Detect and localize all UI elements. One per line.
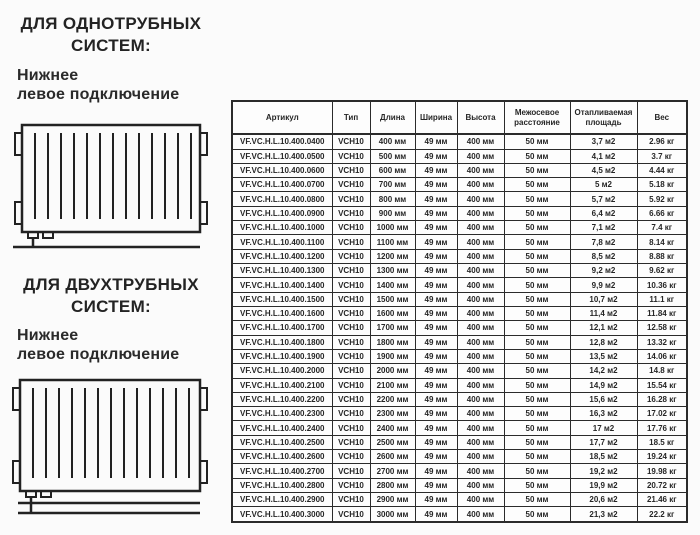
- table-header-row: [232, 101, 687, 134]
- table-cell: 49 мм: [415, 392, 457, 406]
- table-row: [232, 378, 687, 392]
- table-cell: 1600 мм: [370, 306, 415, 320]
- table-cell: 400 мм: [457, 392, 504, 406]
- table-cell: 4,1 м2: [570, 149, 637, 163]
- table-cell: 49 мм: [415, 221, 457, 235]
- table-cell: 2200 мм: [370, 392, 415, 406]
- table-cell: 50 мм: [504, 192, 570, 206]
- radiator-diagram-single-pipe: [8, 116, 218, 261]
- table-cell: 49 мм: [415, 435, 457, 449]
- table-cell: 50 мм: [504, 349, 570, 363]
- header-cell: Отапливаемая площадь: [570, 101, 637, 134]
- table-row: [232, 421, 687, 435]
- table-cell: 17,7 м2: [570, 435, 637, 449]
- table-cell: 14.06 кг: [637, 349, 687, 363]
- table-cell: 49 мм: [415, 278, 457, 292]
- table-cell: 400 мм: [457, 163, 504, 177]
- table-cell: 400 мм: [457, 134, 504, 149]
- table-cell: 11.84 кг: [637, 306, 687, 320]
- table-row: [232, 178, 687, 192]
- table-cell: 3,7 м2: [570, 134, 637, 149]
- table-cell: VF.VC.H.L.10.400.2000: [232, 364, 332, 378]
- table-cell: 16.28 кг: [637, 392, 687, 406]
- table-cell: 19,2 м2: [570, 464, 637, 478]
- table-cell: 1400 мм: [370, 278, 415, 292]
- table-cell: VF.VC.H.L.10.400.2600: [232, 450, 332, 464]
- table-cell: 400 мм: [457, 364, 504, 378]
- subheading-line: левое подключение: [17, 346, 180, 363]
- heading-line: СИСТЕМ:: [71, 297, 151, 316]
- header-cell: Межосевое расстояние: [504, 101, 570, 134]
- table-cell: 9.62 кг: [637, 264, 687, 278]
- subheading-line: Нижнее: [17, 67, 79, 84]
- table-cell: VCH10: [332, 464, 370, 478]
- table-cell: 700 мм: [370, 178, 415, 192]
- table-cell: 50 мм: [504, 493, 570, 507]
- table-cell: VCH10: [332, 378, 370, 392]
- subheading-line: левое подключение: [17, 86, 180, 103]
- table-cell: 50 мм: [504, 249, 570, 263]
- table-cell: VF.VC.H.L.10.400.3000: [232, 507, 332, 522]
- table-cell: 19.24 кг: [637, 450, 687, 464]
- table-cell: 7,1 м2: [570, 221, 637, 235]
- table-cell: VF.VC.H.L.10.400.1800: [232, 335, 332, 349]
- table-row: [232, 149, 687, 163]
- table-cell: 49 мм: [415, 163, 457, 177]
- table-cell: 49 мм: [415, 321, 457, 335]
- table-cell: 5,7 м2: [570, 192, 637, 206]
- table-cell: 2800 мм: [370, 478, 415, 492]
- table-cell: 49 мм: [415, 306, 457, 320]
- table-row: [232, 192, 687, 206]
- table-cell: 50 мм: [504, 478, 570, 492]
- table-cell: 500 мм: [370, 149, 415, 163]
- table-cell: 1500 мм: [370, 292, 415, 306]
- table-cell: 9,9 м2: [570, 278, 637, 292]
- table-cell: 400 мм: [457, 321, 504, 335]
- table-cell: VCH10: [332, 435, 370, 449]
- table-cell: 17.02 кг: [637, 407, 687, 421]
- table-cell: 50 мм: [504, 206, 570, 220]
- table-cell: VF.VC.H.L.10.400.2100: [232, 378, 332, 392]
- table-cell: VCH10: [332, 149, 370, 163]
- table-row: [232, 134, 687, 149]
- table-cell: 50 мм: [504, 149, 570, 163]
- table-row: [232, 349, 687, 363]
- single-pipe-subheading: [17, 66, 217, 104]
- table-cell: VF.VC.H.L.10.400.0700: [232, 178, 332, 192]
- table-cell: 49 мм: [415, 134, 457, 149]
- single-supply-pipe: [13, 238, 200, 247]
- table-cell: VCH10: [332, 321, 370, 335]
- table-cell: 49 мм: [415, 335, 457, 349]
- table-cell: 50 мм: [504, 364, 570, 378]
- table-cell: 49 мм: [415, 264, 457, 278]
- table-cell: 400 мм: [457, 149, 504, 163]
- table-cell: 400 мм: [457, 306, 504, 320]
- table-cell: 2400 мм: [370, 421, 415, 435]
- table-cell: 50 мм: [504, 435, 570, 449]
- table-cell: 50 мм: [504, 507, 570, 522]
- table-cell: 49 мм: [415, 478, 457, 492]
- table-cell: 2900 мм: [370, 493, 415, 507]
- table-cell: 400 мм: [457, 378, 504, 392]
- table-row: [232, 507, 687, 522]
- table-cell: 400 мм: [457, 221, 504, 235]
- table-cell: 7.4 кг: [637, 221, 687, 235]
- heading-line: ДЛЯ ДВУХТРУБНЫХ: [23, 275, 199, 294]
- two-pipe-heading: [8, 274, 214, 318]
- table-cell: VCH10: [332, 507, 370, 522]
- table-cell: 50 мм: [504, 163, 570, 177]
- table-cell: 400 мм: [457, 206, 504, 220]
- table-cell: 49 мм: [415, 292, 457, 306]
- table-cell: 400 мм: [457, 192, 504, 206]
- table-cell: 9,2 м2: [570, 264, 637, 278]
- table-cell: 400 мм: [370, 134, 415, 149]
- table-cell: 49 мм: [415, 178, 457, 192]
- table-cell: 400 мм: [457, 235, 504, 249]
- table-cell: 49 мм: [415, 349, 457, 363]
- table-cell: VF.VC.H.L.10.400.1100: [232, 235, 332, 249]
- table-cell: VF.VC.H.L.10.400.2900: [232, 493, 332, 507]
- table-cell: VCH10: [332, 221, 370, 235]
- table-cell: 50 мм: [504, 378, 570, 392]
- table-cell: 18,5 м2: [570, 450, 637, 464]
- header-cell: Ширина: [415, 101, 457, 134]
- table-cell: VCH10: [332, 421, 370, 435]
- table-row: [232, 464, 687, 478]
- table-cell: 400 мм: [457, 249, 504, 263]
- table-cell: VF.VC.H.L.10.400.2800: [232, 478, 332, 492]
- table-cell: 2500 мм: [370, 435, 415, 449]
- table-cell: 400 мм: [457, 407, 504, 421]
- table-cell: 50 мм: [504, 278, 570, 292]
- table-cell: 10.36 кг: [637, 278, 687, 292]
- table-row: [232, 221, 687, 235]
- table-row: [232, 321, 687, 335]
- table-cell: 12,1 м2: [570, 321, 637, 335]
- table-cell: 50 мм: [504, 306, 570, 320]
- table-cell: VF.VC.H.L.10.400.2400: [232, 421, 332, 435]
- table-cell: VCH10: [332, 349, 370, 363]
- table-cell: 5.18 кг: [637, 178, 687, 192]
- table-cell: 400 мм: [457, 335, 504, 349]
- table-cell: VCH10: [332, 278, 370, 292]
- table-cell: 13.32 кг: [637, 335, 687, 349]
- table-cell: 2700 мм: [370, 464, 415, 478]
- table-cell: 22.2 кг: [637, 507, 687, 522]
- table-cell: 600 мм: [370, 163, 415, 177]
- table-cell: VF.VC.H.L.10.400.1700: [232, 321, 332, 335]
- table-cell: 6,4 м2: [570, 206, 637, 220]
- table-row: [232, 478, 687, 492]
- table-cell: 2100 мм: [370, 378, 415, 392]
- table-cell: 5.92 кг: [637, 192, 687, 206]
- two-supply-pipes: [18, 497, 200, 513]
- table-cell: 400 мм: [457, 478, 504, 492]
- table-row: [232, 235, 687, 249]
- table-cell: 50 мм: [504, 178, 570, 192]
- table-cell: 400 мм: [457, 264, 504, 278]
- subheading-line: Нижнее: [17, 327, 79, 344]
- table-cell: VF.VC.H.L.10.400.2700: [232, 464, 332, 478]
- table-cell: 2000 мм: [370, 364, 415, 378]
- table-cell: 50 мм: [504, 464, 570, 478]
- table-cell: VF.VC.H.L.10.400.1600: [232, 306, 332, 320]
- table-row: [232, 292, 687, 306]
- table-cell: 400 мм: [457, 464, 504, 478]
- table-cell: VCH10: [332, 392, 370, 406]
- heading-line: СИСТЕМ:: [71, 36, 151, 55]
- table-cell: 400 мм: [457, 278, 504, 292]
- table-row: [232, 392, 687, 406]
- table-cell: 8.14 кг: [637, 235, 687, 249]
- table-cell: VF.VC.H.L.10.400.0500: [232, 149, 332, 163]
- table-cell: 50 мм: [504, 134, 570, 149]
- table-cell: 3000 мм: [370, 507, 415, 522]
- table-cell: 49 мм: [415, 464, 457, 478]
- table-cell: 20,6 м2: [570, 493, 637, 507]
- table-cell: 15,6 м2: [570, 392, 637, 406]
- table-cell: 49 мм: [415, 364, 457, 378]
- table-cell: VCH10: [332, 249, 370, 263]
- two-pipe-subheading: [17, 326, 217, 364]
- table-cell: 21,3 м2: [570, 507, 637, 522]
- spec-table: [231, 100, 688, 523]
- table-cell: 2300 мм: [370, 407, 415, 421]
- table-row: [232, 163, 687, 177]
- table-cell: 1800 мм: [370, 335, 415, 349]
- table-cell: VF.VC.H.L.10.400.1400: [232, 278, 332, 292]
- header-cell: Тип: [332, 101, 370, 134]
- table-cell: 400 мм: [457, 507, 504, 522]
- table-cell: 50 мм: [504, 264, 570, 278]
- table-cell: 1200 мм: [370, 249, 415, 263]
- table-row: [232, 264, 687, 278]
- table-cell: 4,5 м2: [570, 163, 637, 177]
- table-cell: 50 мм: [504, 292, 570, 306]
- header-cell: Длина: [370, 101, 415, 134]
- table-cell: 11.1 кг: [637, 292, 687, 306]
- table-cell: 7,8 м2: [570, 235, 637, 249]
- table-cell: VCH10: [332, 192, 370, 206]
- table-cell: 50 мм: [504, 407, 570, 421]
- table-cell: 50 мм: [504, 421, 570, 435]
- table-row: [232, 435, 687, 449]
- table-cell: VF.VC.H.L.10.400.2200: [232, 392, 332, 406]
- table-cell: 14,9 м2: [570, 378, 637, 392]
- table-cell: VCH10: [332, 407, 370, 421]
- header-cell: Вес: [637, 101, 687, 134]
- table-cell: VCH10: [332, 206, 370, 220]
- table-cell: 400 мм: [457, 435, 504, 449]
- table-row: [232, 278, 687, 292]
- table-cell: 17.76 кг: [637, 421, 687, 435]
- table-cell: 400 мм: [457, 450, 504, 464]
- table-cell: 49 мм: [415, 421, 457, 435]
- table-body: [232, 134, 687, 522]
- table-cell: 50 мм: [504, 335, 570, 349]
- header-cell: Высота: [457, 101, 504, 134]
- table-cell: 50 мм: [504, 221, 570, 235]
- table-cell: 20.72 кг: [637, 478, 687, 492]
- table-cell: VF.VC.H.L.10.400.1300: [232, 264, 332, 278]
- table-cell: VCH10: [332, 306, 370, 320]
- table-cell: 49 мм: [415, 149, 457, 163]
- table-cell: 12,8 м2: [570, 335, 637, 349]
- table-cell: 19,9 м2: [570, 478, 637, 492]
- table-cell: 400 мм: [457, 421, 504, 435]
- table-row: [232, 306, 687, 320]
- table-cell: 50 мм: [504, 392, 570, 406]
- table-cell: 5 м2: [570, 178, 637, 192]
- table-cell: 16,3 м2: [570, 407, 637, 421]
- table-cell: 900 мм: [370, 206, 415, 220]
- table-row: [232, 249, 687, 263]
- table-cell: 2600 мм: [370, 450, 415, 464]
- table-cell: VCH10: [332, 364, 370, 378]
- table-cell: 1000 мм: [370, 221, 415, 235]
- table-cell: 1900 мм: [370, 349, 415, 363]
- table-cell: 49 мм: [415, 378, 457, 392]
- table-cell: 400 мм: [457, 178, 504, 192]
- table-cell: 49 мм: [415, 235, 457, 249]
- table-cell: 1100 мм: [370, 235, 415, 249]
- table-cell: 49 мм: [415, 407, 457, 421]
- header-cell: Артикул: [232, 101, 332, 134]
- radiator-two-pipe-drawing: [8, 373, 218, 521]
- table-cell: VCH10: [332, 478, 370, 492]
- table-cell: VF.VC.H.L.10.400.1200: [232, 249, 332, 263]
- table-cell: 49 мм: [415, 493, 457, 507]
- table-row: [232, 206, 687, 220]
- table-cell: 2.96 кг: [637, 134, 687, 149]
- table-cell: 14.8 кг: [637, 364, 687, 378]
- table-cell: 50 мм: [504, 450, 570, 464]
- table-cell: 10,7 м2: [570, 292, 637, 306]
- table-cell: 17 м2: [570, 421, 637, 435]
- table-cell: VCH10: [332, 493, 370, 507]
- table-cell: 49 мм: [415, 206, 457, 220]
- table-cell: 3.7 кг: [637, 149, 687, 163]
- table-cell: 21.46 кг: [637, 493, 687, 507]
- table-cell: 49 мм: [415, 450, 457, 464]
- table-cell: 800 мм: [370, 192, 415, 206]
- radiator-diagram-two-pipe: [8, 373, 218, 526]
- table-row: [232, 364, 687, 378]
- table-row: [232, 493, 687, 507]
- table-cell: VF.VC.H.L.10.400.0900: [232, 206, 332, 220]
- table-cell: VF.VC.H.L.10.400.0600: [232, 163, 332, 177]
- single-pipe-heading: [8, 13, 214, 57]
- table-cell: VF.VC.H.L.10.400.0400: [232, 134, 332, 149]
- table-cell: VCH10: [332, 163, 370, 177]
- table-cell: 400 мм: [457, 292, 504, 306]
- table-cell: 49 мм: [415, 192, 457, 206]
- table-cell: VF.VC.H.L.10.400.2500: [232, 435, 332, 449]
- table-cell: VF.VC.H.L.10.400.1500: [232, 292, 332, 306]
- table-cell: 6.66 кг: [637, 206, 687, 220]
- radiator-fins: [35, 133, 191, 219]
- table-cell: 15.54 кг: [637, 378, 687, 392]
- table-cell: 49 мм: [415, 249, 457, 263]
- table-cell: 400 мм: [457, 493, 504, 507]
- table-cell: VCH10: [332, 264, 370, 278]
- table-cell: 13,5 м2: [570, 349, 637, 363]
- table-cell: 11,4 м2: [570, 306, 637, 320]
- table-cell: VF.VC.H.L.10.400.1000: [232, 221, 332, 235]
- table-cell: VCH10: [332, 292, 370, 306]
- table-cell: VCH10: [332, 178, 370, 192]
- table-cell: 50 мм: [504, 321, 570, 335]
- table-cell: 1300 мм: [370, 264, 415, 278]
- table-cell: 8.88 кг: [637, 249, 687, 263]
- table-cell: VF.VC.H.L.10.400.1900: [232, 349, 332, 363]
- table-cell: VCH10: [332, 235, 370, 249]
- table-cell: 14,2 м2: [570, 364, 637, 378]
- table-cell: 400 мм: [457, 349, 504, 363]
- table-cell: 50 мм: [504, 235, 570, 249]
- table-cell: 1700 мм: [370, 321, 415, 335]
- table-cell: 4.44 кг: [637, 163, 687, 177]
- radiator-single-pipe-drawing: [8, 116, 218, 256]
- table-cell: 12.58 кг: [637, 321, 687, 335]
- heading-line: ДЛЯ ОДНОТРУБНЫХ: [20, 14, 202, 33]
- radiator-fins: [33, 388, 189, 478]
- table-row: [232, 407, 687, 421]
- table-cell: 49 мм: [415, 507, 457, 522]
- table-cell: VF.VC.H.L.10.400.0800: [232, 192, 332, 206]
- table-cell: VCH10: [332, 450, 370, 464]
- table-cell: VCH10: [332, 134, 370, 149]
- table-cell: VCH10: [332, 335, 370, 349]
- table-cell: 18.5 кг: [637, 435, 687, 449]
- table-cell: 19.98 кг: [637, 464, 687, 478]
- table-cell: VF.VC.H.L.10.400.2300: [232, 407, 332, 421]
- table-row: [232, 450, 687, 464]
- table-cell: 8,5 м2: [570, 249, 637, 263]
- table-row: [232, 335, 687, 349]
